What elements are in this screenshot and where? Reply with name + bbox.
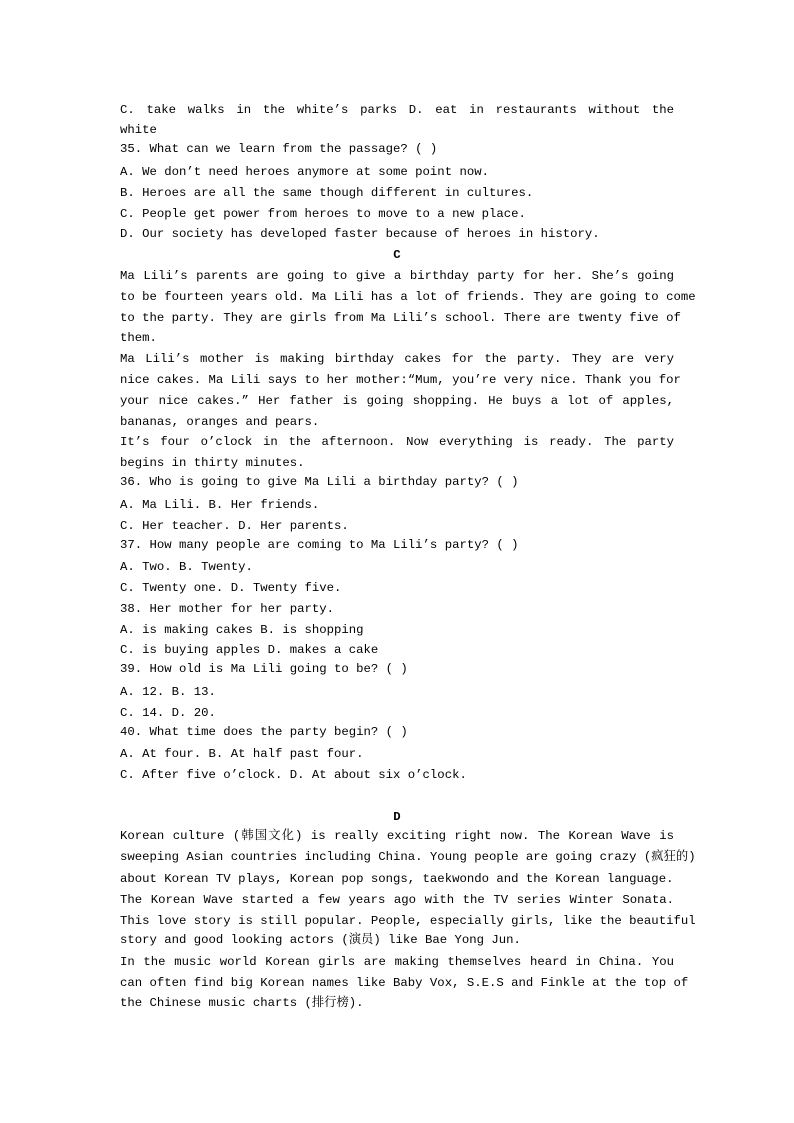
q36-options-ab: A. Ma Lili. B. Her friends. bbox=[120, 498, 320, 512]
q35-option-a: A. We don’t need heroes anymore at some point now. bbox=[120, 165, 489, 179]
passage-d-line: Korean culture (韩国文化) is really exciting right now. The Korean Wave is bbox=[120, 829, 674, 843]
passage-c-line: It’s four o’clock in the afternoon. Now everything is ready. The party bbox=[120, 435, 674, 449]
section-d-heading: D bbox=[393, 810, 401, 824]
passage-c-line: begins in thirty minutes. bbox=[120, 456, 305, 470]
q35-stem: 35. What can we learn from the passage? ( ) bbox=[120, 142, 438, 156]
passage-d-line: about Korean TV plays, Korean pop songs, taekwondo and the Korean language. bbox=[120, 872, 674, 886]
passage-c-line: to be fourteen years old. Ma Lili has a lot of friends. They are going to come bbox=[120, 290, 696, 304]
q40-options-ab: A. At four. B. At half past four. bbox=[120, 747, 364, 761]
q39-options-cd: C. 14. D. 20. bbox=[120, 706, 216, 720]
passage-d-line: story and good looking actors (演员) like Bae Yong Jun. bbox=[120, 933, 521, 947]
q40-options-cd: C. After five o’clock. D. At about six o’clock. bbox=[120, 768, 467, 782]
passage-d-line: the Chinese music charts (排行榜). bbox=[120, 996, 364, 1010]
q37-options-cd: C. Twenty one. D. Twenty five. bbox=[120, 581, 342, 595]
q38-options-cd: C. is buying apples D. makes a cake bbox=[120, 643, 379, 657]
q34-option-cd: C. take walks in the white’s parks D. eat in restaurants without the bbox=[120, 103, 674, 117]
q34-option-d-cont: white bbox=[120, 123, 157, 137]
passage-d-line: This love story is still popular. People, especially girls, like the beautiful bbox=[120, 914, 696, 928]
q38-stem: 38. Her mother for her party. bbox=[120, 602, 335, 616]
passage-d-line: sweeping Asian countries including China. Young people are going crazy (疯狂的) bbox=[120, 850, 696, 864]
passage-c-line: your nice cakes.” Her father is going shopping. He buys a lot of apples, bbox=[120, 394, 674, 408]
passage-c-line: bananas, oranges and pears. bbox=[120, 415, 320, 429]
q40-stem: 40. What time does the party begin? ( ) bbox=[120, 725, 408, 739]
passage-c-line: to the party. They are girls from Ma Lili’s school. There are twenty five of bbox=[120, 311, 681, 325]
section-c-heading: C bbox=[393, 248, 401, 262]
passage-c-line: Ma Lili’s mother is making birthday cakes for the party. They are very bbox=[120, 352, 674, 366]
q35-option-c: C. People get power from heroes to move to a new place. bbox=[120, 207, 526, 221]
q39-stem: 39. How old is Ma Lili going to be? ( ) bbox=[120, 662, 408, 676]
passage-d-line: The Korean Wave started a few years ago with the TV series Winter Sonata. bbox=[120, 893, 674, 907]
q37-stem: 37. How many people are coming to Ma Lili’s party? ( ) bbox=[120, 538, 519, 552]
passage-c-line: nice cakes. Ma Lili says to her mother:“Mum, you’re very nice. Thank you for bbox=[120, 373, 681, 387]
passage-d-line: In the music world Korean girls are making themselves heard in China. You bbox=[120, 955, 674, 969]
q39-options-ab: A. 12. B. 13. bbox=[120, 685, 216, 699]
q36-options-cd: C. Her teacher. D. Her parents. bbox=[120, 519, 349, 533]
q35-option-d: D. Our society has developed faster because of heroes in history. bbox=[120, 227, 600, 241]
passage-c-line: them. bbox=[120, 331, 157, 345]
q35-option-b: B. Heroes are all the same though different in cultures. bbox=[120, 186, 534, 200]
passage-c-line: Ma Lili’s parents are going to give a birthday party for her. She’s going bbox=[120, 269, 674, 283]
q37-options-ab: A. Two. B. Twenty. bbox=[120, 560, 253, 574]
q38-options-ab: A. is making cakes B. is shopping bbox=[120, 623, 364, 637]
q36-stem: 36. Who is going to give Ma Lili a birthday party? ( ) bbox=[120, 475, 519, 489]
passage-d-line: can often find big Korean names like Baby Vox, S.E.S and Finkle at the top of bbox=[120, 976, 689, 990]
